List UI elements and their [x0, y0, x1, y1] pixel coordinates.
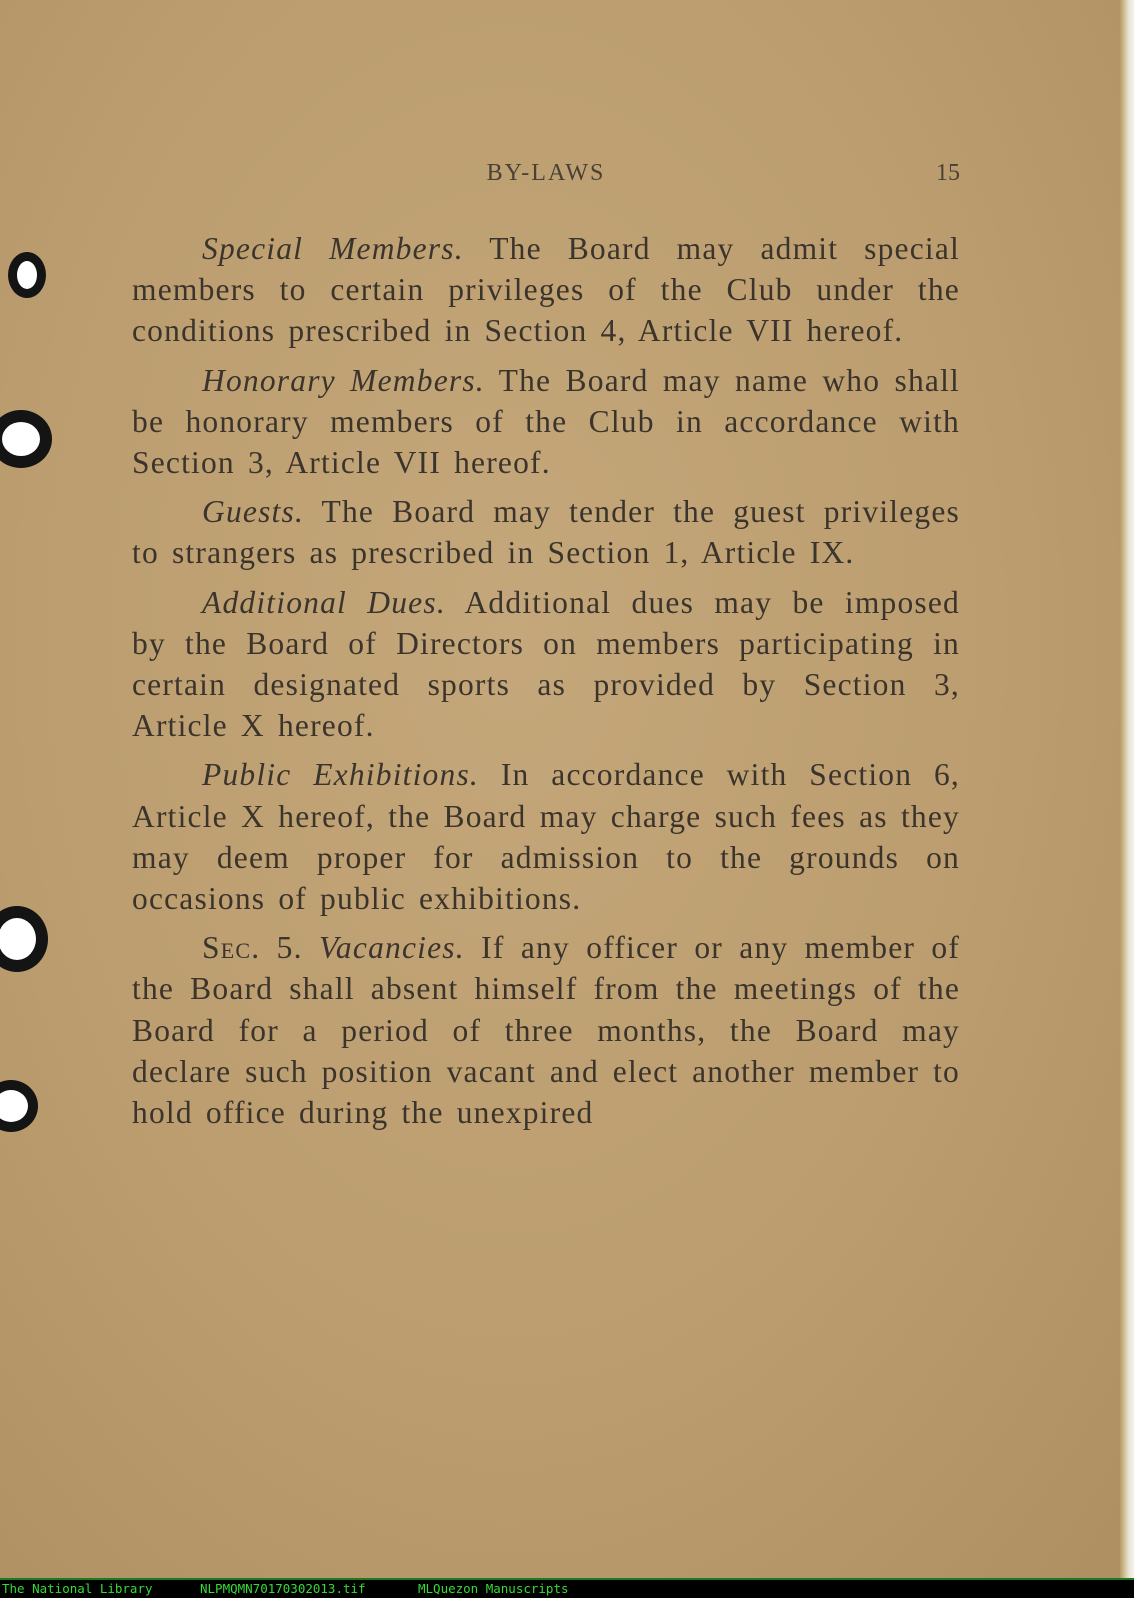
- paragraph-vacancies: [132, 927, 960, 1133]
- running-title: BY-LAWS: [486, 160, 606, 186]
- paragraph-text: The Board may admit special members to certain privileges of the Club under the conditions prescribed in Section 4, Article VII hereof.: [132, 231, 961, 349]
- scan-footer-bar: [0, 1578, 1134, 1598]
- paragraph-heading: Additional Dues.: [202, 584, 446, 620]
- paragraph-text: The Board may tender the guest privileges to strangers as prescribed in Section 1, Article IX.: [132, 494, 960, 571]
- paragraph-text: In accordance with Section 6, Article X hereof, the Board may charge such fees as they may deem proper for admission to the grounds on occasions of public exhibitions.: [132, 757, 961, 917]
- paragraph-text: Additional dues may be imposed by the Board of Directors on members participating in certain designated sports as provided by Section 3, Article X hereof.: [132, 584, 961, 744]
- punch-hole: [0, 410, 52, 468]
- footer-collection: MLQuezon Manuscripts: [418, 1581, 569, 1596]
- paragraph-text: If any officer or any member of the Board shall absent himself from the meetings of the Board for a period of three months, the Board may declare such position vacant and elect another member to hold office during the unexpired: [132, 930, 961, 1131]
- punch-hole: [8, 252, 46, 298]
- paragraph-additional-dues: [132, 582, 960, 747]
- punch-hole: [0, 1080, 38, 1132]
- footer-filename: NLPMQMN70170302013.tif: [200, 1581, 366, 1596]
- paragraph-heading: Honorary Members.: [202, 362, 485, 398]
- page-edge: [1120, 0, 1134, 1578]
- running-head: [132, 160, 960, 192]
- footer-library: The National Library: [2, 1581, 153, 1596]
- section-number: Sec. 5.: [202, 930, 303, 966]
- paragraph-guests: [132, 491, 960, 573]
- body-text: [132, 228, 960, 1141]
- paragraph-special-members: [132, 228, 960, 352]
- paragraph-text: The Board may name who shall be honorary members of the Club in accordance with Section 3, Article VII hereof.: [132, 362, 960, 481]
- page-number: 15: [936, 160, 960, 186]
- paragraph-heading: Public Exhibitions.: [202, 757, 479, 793]
- punch-hole: [0, 906, 48, 972]
- paragraph-honorary-members: [132, 360, 960, 484]
- paragraph-heading: Guests.: [202, 494, 305, 530]
- paragraph-public-exhibitions: [132, 754, 960, 919]
- paragraph-heading: Vacancies.: [318, 930, 465, 966]
- paragraph-heading: Special Members.: [202, 231, 464, 266]
